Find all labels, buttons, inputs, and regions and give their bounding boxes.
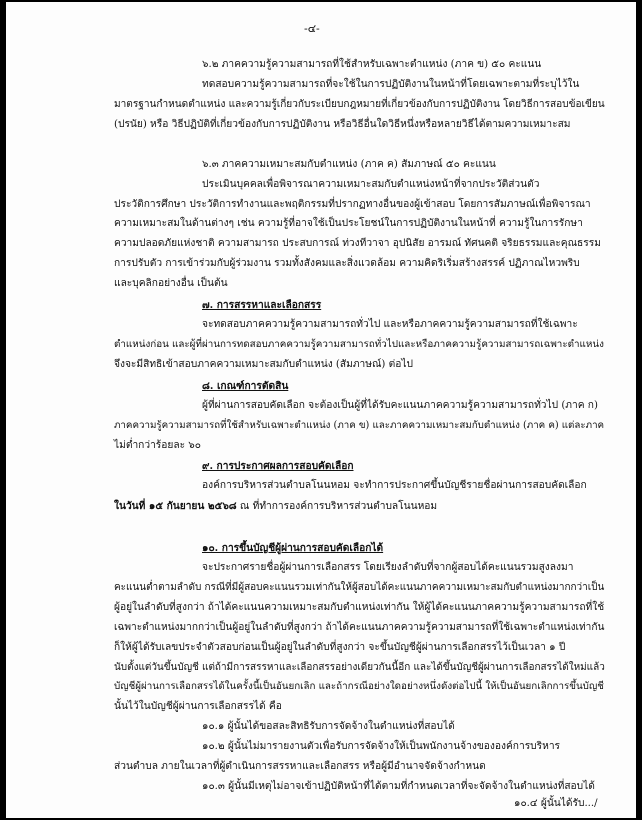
announcement-date: ในวันที่ ๑๕ กันยายน ๒๕๖๘ — [114, 500, 237, 513]
paragraph-line: และบุคลิกอย่างอื่น เป็นต้น — [114, 278, 228, 290]
paragraph-line: ประเมินบุคคลเพื่อพิจารณาความเหมาะสมกับตำแหน่งหน้าที่จากประวัติส่วนตัว — [202, 178, 540, 190]
paragraph-line: มาตรฐานกำหนดตำแหน่ง และความรู้เกี่ยวกับระเบียบกฎหมายที่เกี่ยวข้องกับการปฏิบัติงาน โดยวิธีการสอบข้อเขียน — [114, 98, 605, 110]
paragraph-line: ประวัติการศึกษา ประวัติการทำงานและพฤติกรรมที่ปรากฏทางอื่นของผู้เข้าสอบ โดยการสัมภาษณ์เพื่อพิจารณา — [114, 198, 591, 210]
paragraph-line: ความปลอดภัยแห่งชาติ ความสามารถ ประสบการณ์ ท่วงทีวาจา อุปนิสัย อารมณ์ ทัศนคติ จริยธรรมและคุณธรรม — [114, 238, 601, 250]
paragraph-line: องค์การบริหารส่วนตำบลโนนหอม จะทำการประกาศขึ้นบัญชีรายชื่อผ่านการสอบคัดเลือก — [202, 480, 587, 492]
document-page — [6, 2, 636, 818]
list-item-10-2: ๑๐.๒ ผู้นั้นไม่มารายงานตัวเพื่อรับการจัดจ้างให้เป็นพนักงานจ้างขององค์การบริหาร — [202, 741, 561, 753]
paragraph-line: ความเหมาะสมในด้านต่างๆ เช่น ความรู้ที่อาจใช้เป็นประโยชน์ในการปฏิบัติงานในหน้าที่ ความรู้ในการรักษา — [114, 218, 583, 230]
paragraph-line: เฉพาะตำแหน่งมากกว่าเป็นผู้อยู่ในลำดับที่สูงกว่า ถ้าได้คะแนนภาคความรู้ความสามารถที่ใช้เฉพาะตำแหน่งเท่ากัน — [114, 621, 605, 633]
paragraph-line: ผู้ที่ผ่านการสอบคัดเลือก จะต้องเป็นผู้ที่ได้รับคะแนนภาคความรู้ความสามารถทั่วไป (ภาค ก) — [202, 399, 598, 411]
footer-continuation: ๑๐.๔ ผู้นั้นได้รับ.../ — [514, 798, 598, 809]
section-6-3-heading: ๖.๓ ภาคความเหมาะสมกับตำแหน่ง (ภาค ค) สัมภาษณ์ ๕๐ คะแนน — [202, 158, 496, 170]
announcement-date-line — [114, 499, 437, 514]
paragraph-line: นั้นไว้ในบัญชีผู้ผ่านการเลือกสรรได้ คือ — [114, 701, 282, 713]
paragraph-line: การปรับตัว การเข้าร่วมกับผู้ร่วมงาน รวมทั้งสังคมและสิ่งแวดล้อม ความคิดริเริ่มสร้างสรรค์ ปฏิภาณไหวพริบ — [114, 258, 580, 270]
paragraph-line: นับตั้งแต่วันขึ้นบัญชี แต่ถ้ามีการสรรหาและเลือกสรรอย่างเดียวกันนี้อีก และได้ขึ้นบัญชีผู้ผ่านการเลือกสรรได้ใหม่แล้ว — [114, 661, 605, 673]
paragraph-line: ผู้อยู่ในลำดับที่สูงกว่า ถ้าได้คะแนนความเหมาะสมกับตำแหน่งเท่ากัน ให้ผู้ได้คะแนนภาคความรู้ความสามารถที่ใช้ — [114, 601, 605, 613]
section-7-heading: ๗. การสรรหาและเลือกสรร — [202, 299, 322, 312]
section-8-heading: ๘. เกณฑ์การตัดสิน — [202, 379, 289, 392]
list-item-10-1: ๑๐.๑ ผู้นั้นได้ขอสละสิทธิรับการจัดจ้างในตำแหน่งที่สอบได้ — [202, 721, 455, 733]
announcement-location: ณ ที่ทำการองค์การบริหารส่วนตำบลโนนหอม — [236, 501, 438, 513]
paragraph-line: ภาคความรู้ความสามารถที่ใช้สำหรับเฉพาะตำแหน่ง (ภาค ข) และภาคความเหมาะสมกับตำแหน่ง (ภาค ค) แต่ละภาค — [114, 419, 605, 431]
paragraph-line: คะแนนต่ำตามลำดับ กรณีที่มีผู้สอบคะแนนรวมเท่ากันให้ผู้สอบได้คะแนนภาคความเหมาะสมกับตำแหน่งมากกว่าเป็น — [114, 581, 605, 593]
list-item-10-3: ๑๐.๓ ผู้นั้นมีเหตุไม่อาจเข้าปฏิบัติหน้าที่ได้ตามที่กำหนดเวลาที่จะจัดจ้างในตำแหน่งที่สอบได้ — [202, 781, 595, 792]
paragraph-line: ก็ให้ผู้ได้รับเลขประจำตัวสอบก่อนเป็นผู้อยู่ในลำดับที่สูงกว่า จะขึ้นบัญชีผู้ผ่านการเลือกสรรไว้เป็นเวลา ๑ ปี — [114, 641, 566, 653]
section-9-heading: ๙. การประกาศผลการสอบคัดเลือก — [202, 460, 354, 473]
paragraph-line: บัญชีผู้ผ่านการเลือกสรรได้ในครั้งนี้เป็นอันยกเลิก และถ้ากรณีอย่างใดอย่างหนึ่งดังต่อไปนี้ ให้เป็นอันยกเลิกการขึ้นบัญชี — [114, 681, 604, 693]
section-10-heading: ๑๐. การขึ้นบัญชีผู้ผ่านการสอบคัดเลือกได้ — [202, 541, 384, 554]
section-6-2-heading: ๖.๒ ภาคความรู้ความสามารถที่ใช้สำหรับเฉพาะตำแหน่ง (ภาค ข) ๕๐ คะแนน — [202, 59, 542, 71]
paragraph-line: (ปรนัย) หรือ วิธีปฏิบัติที่เกี่ยวข้องกับการปฏิบัติงาน หรือวิธีอื่นใดวิธีหนึ่งหรือหลายวิธีได้ตามความเหมาะสม — [114, 118, 571, 130]
page-number: -๔- — [304, 22, 320, 35]
paragraph-line: ทดสอบความรู้ความสามารถที่จะใช้ในการปฏิบัติงานในหน้าที่โดยเฉพาะตามที่ระบุไว้ใน — [202, 79, 580, 90]
paragraph-line: ไม่ต่ำกว่าร้อยละ ๖๐ — [114, 439, 201, 451]
paragraph-line: ตำแหน่งก่อน และผู้ที่ผ่านการทดสอบภาคความรู้ความสามารถทั่วไปและหรือภาคความรู้ความสามารถเฉพาะตำแหน่ง — [114, 338, 604, 350]
paragraph-line: จึงจะมีสิทธิเข้าสอบภาคความเหมาะสมกับตำแหน่ง (สัมภาษณ์) ต่อไป — [114, 358, 413, 370]
paragraph-line: จะประกาศรายชื่อผู้ผ่านการเลือกสรร โดยเรียงลำดับที่จากผู้สอบได้คะแนนรวมสูงลงมา — [202, 561, 574, 573]
paragraph-line: ส่วนตำบล ภายในเวลาที่ผู้ดำเนินการสรรหาและเลือกสรร หรือผู้มีอำนาจจัดจ้างกำหนด — [114, 761, 486, 773]
paragraph-line: จะทดสอบภาคความรู้ความสามารถทั่วไป และหรือภาคความรู้ความสามารถที่ใช้เฉพาะ — [202, 319, 578, 330]
